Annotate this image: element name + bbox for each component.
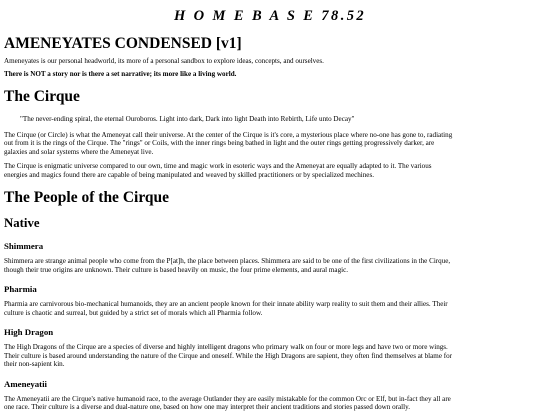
race-heading-high-dragon: High Dragon — [4, 327, 54, 337]
race-heading-pharmia: Pharmia — [4, 284, 37, 294]
intro-paragraph: Ameneyates is our personal headworld, its more of a personal sandbox to explore ideas, concepts, and ourselves. — [4, 57, 324, 65]
intro-bold-paragraph: There is NOT a story nor is there a set narrative; its more like a living world. — [4, 69, 237, 78]
cirque-paragraph-2: The Cirque is enigmatic universe compared to our own, time and magic work in esoteric ways and the Ameneyat are equally adapted to it. The various energies and magics found there are capable of being manipulated and weaved by skilled practitioners or by specialized mechines. — [4, 162, 432, 179]
race-text-shimmera: Shimmera are strange animal people who come from the P[at]h, the place between places. Shimmera are said to be one of the first civilizations in the Cirque, though their true origins are unknown. Their culture is based heavily on music, the four prime elements, and aural magic. — [4, 257, 451, 274]
native-subheading: Native — [4, 216, 40, 230]
race-text-pharmia: Pharmia are carnivorous bio-mechanical humanoids, they are an ancient people known for their innate ability warp reality to suit them and their allies. Their culture is chaotic and surreal, but guided by a strict set of morals which all Pharmia follow. — [4, 300, 448, 317]
document-page — [0, 8, 540, 413]
cirque-heading: The Cirque — [4, 88, 80, 105]
race-text-ameneyatii: The Ameneyatii are the Cirque's native humanoid race, to the average Outlander they are easily mistakable for the common Orc or Elf, but in-fact they all are one race. Their culture is a diverse and dual-nature one, based on how one may interpret their ancient traditions and stories passed down orally. — [4, 394, 451, 411]
people-heading: The People of the Cirque — [4, 189, 170, 206]
race-heading-ameneyatii: Ameneyatii — [4, 378, 47, 389]
cirque-paragraph-1: The Cirque (or Circle) is what the Ameneyat call their universe. At the center of the Cirque is it's core, a mysterious place where no-one has gone to, radiating out from it is the rings of the Cirque. The "rings" or Coils, with the inner rings being bathed in light and the outer rings getting progressively darker, are galaxies and solar systems where the Ameneyat live. — [4, 130, 453, 156]
site-banner: H O M E B A S E 78.52 — [173, 8, 367, 24]
cirque-quote: "The never-ending spiral, the eternal Ouroboros. Light into dark, Dark into light Death into Rebirth, Life unto Decay" — [20, 115, 355, 123]
page-title: AMENEYATES CONDENSED [v1] — [4, 35, 242, 52]
race-text-high-dragon: The High Dragons of the Cirque are a species of diverse and highly intelligent dragons who primary walk on four or more legs and have two or more wings. Their culture is based around understanding the nature of the Cirque and oneself. While the High Dragons are sapient, they often find themselves at blame for their non-sapient kin. — [4, 343, 453, 368]
race-heading-shimmera: Shimmera — [4, 241, 44, 251]
